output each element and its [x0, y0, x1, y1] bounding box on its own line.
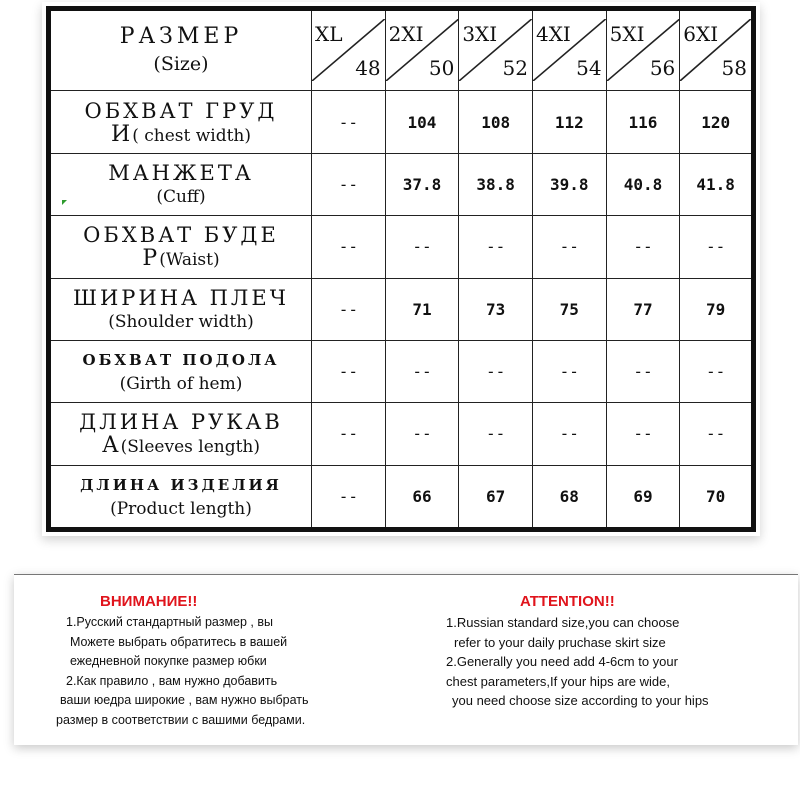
measurement-label	[49, 278, 312, 340]
size-code: 3XI	[462, 22, 498, 47]
measurement-value: --	[459, 215, 533, 278]
measurement-label-ru: ДЛИНА ИЗДЕЛИЯ	[80, 476, 282, 495]
measurement-value: --	[312, 154, 386, 216]
attention-card	[14, 574, 798, 745]
notice-line: you need choose size according to your hips	[452, 693, 709, 708]
size-number: 58	[721, 56, 747, 81]
measurement-value: --	[532, 402, 606, 465]
size-header-cell	[532, 9, 606, 91]
size-table-card	[42, 2, 760, 536]
size-number: 54	[576, 56, 602, 81]
measurement-label-ru-tail: И	[111, 121, 133, 147]
measurement-value: --	[606, 215, 680, 278]
measurement-value: 40.8	[606, 154, 680, 216]
size-code: 6XI	[683, 22, 719, 47]
measurement-value: --	[606, 402, 680, 465]
measurement-label-ru: МАНЖЕТА	[108, 161, 254, 186]
measurement-label	[49, 465, 312, 529]
measurement-value: --	[385, 215, 459, 278]
size-code: 5XI	[609, 22, 645, 47]
measurement-value: --	[312, 90, 386, 153]
measurement-value: 68	[532, 465, 606, 529]
size-number: 50	[428, 56, 455, 81]
measurement-value: 66	[385, 465, 459, 529]
size-label-ru: РАЗМЕР	[119, 24, 243, 50]
measurement-value: --	[312, 278, 386, 340]
size-code: XL	[315, 22, 343, 47]
measurement-label	[49, 215, 312, 278]
notice-en	[432, 593, 792, 711]
measurement-value: 77	[606, 278, 680, 340]
size-header-label	[49, 9, 312, 91]
notice-line: 1.Русский стандартный размер , вы	[66, 615, 273, 629]
notice-line: Можете выбрать обратитесь в вашей	[70, 634, 288, 649]
measurement-value: 104	[385, 90, 459, 153]
size-number: 48	[355, 56, 381, 81]
measurement-label-ru: ДЛИНА РУКАВ	[79, 410, 283, 435]
notice-line: chest parameters,If your hips are wide,	[446, 673, 670, 689]
notice-line: ежедневной покупке размер юбки	[70, 654, 267, 668]
notice-line: 1.Russian standard size,you can choose	[446, 615, 680, 630]
size-header-cell	[385, 9, 459, 91]
measurement-value: 79	[680, 278, 754, 340]
measurement-row	[49, 402, 754, 465]
notice-line: refer to your daily pruchase skirt size	[454, 634, 666, 650]
measurement-label-ru-tail: Р	[142, 246, 160, 272]
measurement-label	[49, 340, 312, 402]
measurement-label-ru: ШИРИНА ПЛЕЧ	[72, 286, 289, 311]
measurement-value: --	[680, 340, 754, 402]
measurement-label-en: ( chest width)	[132, 125, 251, 146]
measurement-value: --	[606, 340, 680, 402]
measurement-value: 39.8	[532, 154, 606, 216]
size-header-cell	[459, 9, 533, 91]
notice-line: 2.Generally you need add 4-6cm to your	[446, 654, 678, 669]
measurement-value: --	[459, 340, 533, 402]
measurement-label	[49, 402, 312, 465]
size-header-cell	[680, 9, 754, 91]
measurement-value: --	[680, 215, 754, 278]
measurement-value: --	[385, 340, 459, 402]
size-code: 4XI	[535, 22, 571, 47]
measurement-value: --	[680, 402, 754, 465]
size-header-row	[49, 9, 754, 91]
corner-mark	[62, 200, 67, 205]
measurement-value: --	[312, 340, 386, 402]
size-table	[46, 6, 756, 532]
notice-en-title: ATTENTION!!	[520, 593, 615, 610]
measurement-value: --	[312, 465, 386, 529]
measurement-value: 37.8	[385, 154, 459, 216]
size-number: 52	[502, 56, 528, 81]
measurement-value: 116	[606, 90, 680, 153]
notice-line: ваши юедра широкие , вам нужно выбрать	[60, 693, 309, 707]
measurement-value: 120	[680, 90, 754, 153]
measurement-value: 38.8	[459, 154, 533, 216]
measurement-row	[49, 340, 754, 402]
size-header-cell	[312, 9, 386, 91]
measurement-row	[49, 154, 754, 216]
measurement-value: 70	[680, 465, 754, 529]
measurement-label-en: (Cuff)	[156, 187, 206, 208]
size-number: 56	[649, 56, 676, 81]
notice-line: 2.Как правило , вам нужно добавить	[66, 673, 278, 688]
measurement-row	[49, 90, 754, 153]
measurement-label-ru: ОБХВАТ ГРУД	[84, 98, 278, 123]
measurement-label	[49, 154, 312, 216]
measurement-row	[49, 278, 754, 340]
measurement-label-en: (Waist)	[159, 250, 220, 271]
measurement-value: --	[459, 402, 533, 465]
notice-line: размер в соответствии с вашими бедрами.	[56, 712, 306, 727]
measurement-value: 71	[385, 278, 459, 340]
measurement-value: 108	[459, 90, 533, 153]
measurement-value: --	[532, 340, 606, 402]
measurement-value: 73	[459, 278, 533, 340]
measurement-value: 67	[459, 465, 533, 529]
size-header-cell	[606, 9, 680, 91]
notice-ru-title: ВНИМАНИЕ!!	[100, 593, 198, 610]
measurement-value: --	[312, 402, 386, 465]
measurement-value: --	[312, 215, 386, 278]
measurement-row	[49, 465, 754, 529]
size-code: 2XI	[388, 22, 424, 47]
measurement-row	[49, 215, 754, 278]
measurement-value: --	[385, 402, 459, 465]
notice-ru	[56, 593, 406, 730]
measurement-value: 41.8	[680, 154, 754, 216]
measurement-label-en: (Product length)	[110, 499, 252, 520]
measurement-label-ru-tail: А	[101, 433, 121, 459]
measurement-label-ru: ОБХВАТ ПОДОЛА	[82, 351, 280, 370]
size-label-en: (Size)	[153, 53, 209, 76]
measurement-value: --	[532, 215, 606, 278]
measurement-label-en: (Sleeves length)	[120, 437, 261, 458]
measurement-label-en: (Shoulder width)	[108, 312, 254, 333]
measurement-label-ru: ОБХВАТ БУДЕ	[83, 223, 279, 248]
measurement-value: 69	[606, 465, 680, 529]
measurement-label-en: (Girth of hem)	[119, 374, 243, 395]
measurement-value: 112	[532, 90, 606, 153]
measurement-label	[49, 90, 312, 153]
measurement-value: 75	[532, 278, 606, 340]
